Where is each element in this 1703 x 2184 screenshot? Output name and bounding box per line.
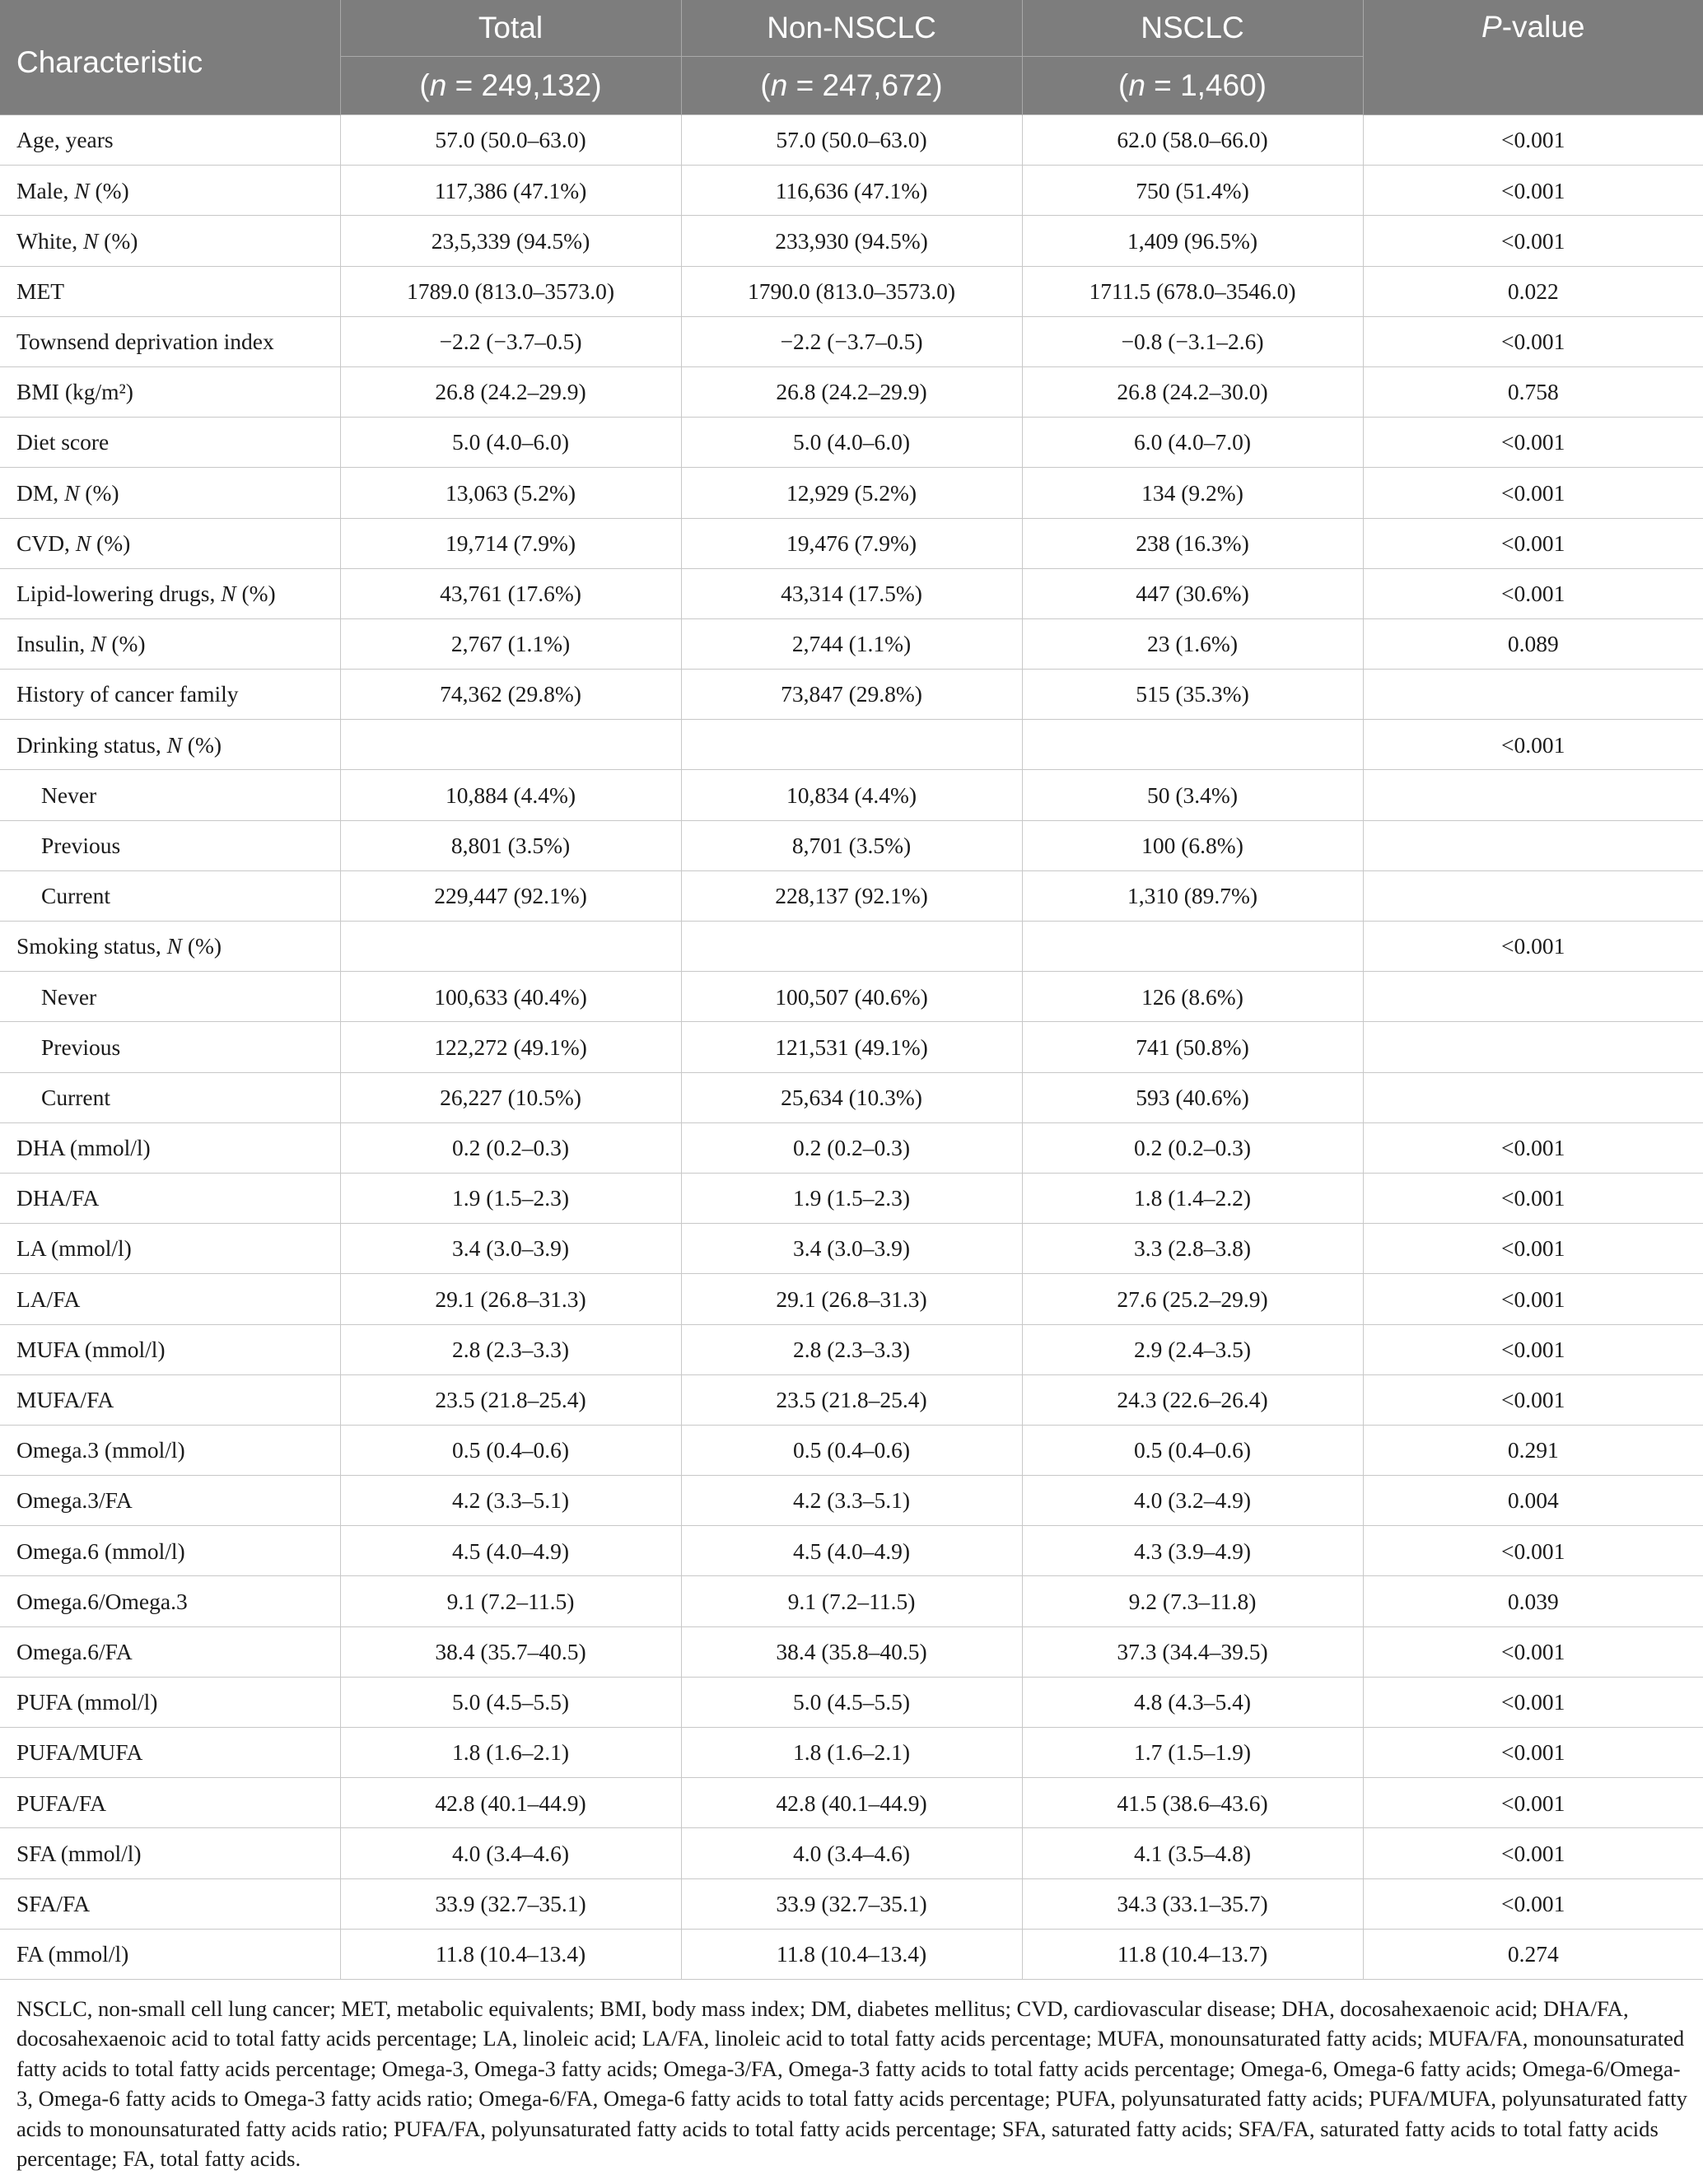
cell-total <box>340 922 681 972</box>
header-total: Total <box>340 0 681 57</box>
cell-non-nsclc: −2.2 (−3.7–0.5) <box>681 316 1022 366</box>
cell-total: 26.8 (24.2–29.9) <box>340 366 681 417</box>
cell-nsclc: 741 (50.8%) <box>1022 1022 1363 1072</box>
cell-p-value <box>1363 670 1703 720</box>
cell-total: 122,272 (49.1%) <box>340 1022 681 1072</box>
table-row <box>0 1274 1703 1324</box>
cell-total: 2.8 (2.3–3.3) <box>340 1324 681 1374</box>
cell-non-nsclc <box>681 720 1022 770</box>
row-label: Previous <box>0 820 340 870</box>
table-row <box>0 1828 1703 1878</box>
cell-p-value: <0.001 <box>1363 1324 1703 1374</box>
row-label: DM, N (%) <box>0 468 340 518</box>
cell-non-nsclc: 12,929 (5.2%) <box>681 468 1022 518</box>
header-non-nsclc-count: (n = 247,672) <box>681 57 1022 115</box>
cell-non-nsclc <box>681 922 1022 972</box>
row-label: History of cancer family <box>0 670 340 720</box>
row-label: CVD, N (%) <box>0 518 340 568</box>
cell-nsclc: 1.7 (1.5–1.9) <box>1022 1728 1363 1778</box>
row-label: White, N (%) <box>0 216 340 266</box>
table-row <box>0 770 1703 820</box>
cell-total: 1.8 (1.6–2.1) <box>340 1728 681 1778</box>
table-row <box>0 1476 1703 1526</box>
cell-nsclc: 0.5 (0.4–0.6) <box>1022 1425 1363 1475</box>
cell-p-value: <0.001 <box>1363 115 1703 166</box>
cell-p-value: <0.001 <box>1363 1778 1703 1828</box>
cell-p-value <box>1363 1022 1703 1072</box>
cell-nsclc: 62.0 (58.0–66.0) <box>1022 115 1363 166</box>
table-row <box>0 1122 1703 1173</box>
table-row <box>0 1022 1703 1072</box>
table-footnote: NSCLC, non-small cell lung cancer; MET, metabolic equivalents; BMI, body mass index; DM, diabetes mellitus; CVD, cardiovascular disease; DHA, docosahexaenoic acid; DHA/FA, docosahexaenoic acid to total fatty acids percentage; LA, linoleic acid; LA/FA, linoleic acid to total fatty acids percentage; MUFA, monounsaturated fatty acids; MUFA/FA, monounsaturated fatty acids to total fatty acids percentage; Omega-3, Omega-3 fatty acids; Omega-3/FA, Omega-3 fatty acids to total fatty acids percentage; Omega-6, Omega-6 fatty acids; Omega-6/Omega-3, Omega-6 fatty acids to Omega-3 fatty acids ratio; Omega-6/FA, Omega-6 fatty acids to total fatty acids percentage; PUFA, polyunsaturated fatty acids; PUFA/MUFA, polyunsaturated fatty acids to monounsaturated fatty acids ratio; PUFA/FA, polyunsaturated fatty acids to total fatty acids percentage; SFA, saturated fatty acids; SFA/FA, saturated fatty acids to total fatty acids percentage; FA, total fatty acids. <box>16 1996 1687 2172</box>
cell-non-nsclc: 0.5 (0.4–0.6) <box>681 1425 1022 1475</box>
cell-nsclc: 0.2 (0.2–0.3) <box>1022 1122 1363 1173</box>
cell-non-nsclc: 2.8 (2.3–3.3) <box>681 1324 1022 1374</box>
cell-non-nsclc: 42.8 (40.1–44.9) <box>681 1778 1022 1828</box>
cell-total: 10,884 (4.4%) <box>340 770 681 820</box>
row-label: MUFA/FA <box>0 1374 340 1425</box>
cell-total: 4.0 (3.4–4.6) <box>340 1828 681 1878</box>
cell-non-nsclc: 23.5 (21.8–25.4) <box>681 1374 1022 1425</box>
row-label: Townsend deprivation index <box>0 316 340 366</box>
cell-non-nsclc: 100,507 (40.6%) <box>681 972 1022 1022</box>
table-row <box>0 922 1703 972</box>
cell-non-nsclc: 1.9 (1.5–2.3) <box>681 1173 1022 1223</box>
table-row <box>0 1224 1703 1274</box>
cell-non-nsclc: 116,636 (47.1%) <box>681 166 1022 216</box>
cell-p-value: <0.001 <box>1363 216 1703 266</box>
cell-p-value: <0.001 <box>1363 568 1703 618</box>
cell-total: 11.8 (10.4–13.4) <box>340 1929 681 1979</box>
row-label: Omega.3/FA <box>0 1476 340 1526</box>
cell-p-value: 0.089 <box>1363 618 1703 669</box>
cell-p-value: 0.274 <box>1363 1929 1703 1979</box>
cell-total: 4.5 (4.0–4.9) <box>340 1526 681 1576</box>
header-p-value <box>1363 0 1703 115</box>
row-label: Omega.3 (mmol/l) <box>0 1425 340 1475</box>
row-label: Current <box>0 1072 340 1122</box>
cell-nsclc: 41.5 (38.6–43.6) <box>1022 1778 1363 1828</box>
row-label: Diet score <box>0 418 340 468</box>
table-row <box>0 1173 1703 1223</box>
table-row <box>0 618 1703 669</box>
cell-non-nsclc: 8,701 (3.5%) <box>681 820 1022 870</box>
row-label: Lipid-lowering drugs, N (%) <box>0 568 340 618</box>
cell-p-value: <0.001 <box>1363 1828 1703 1878</box>
row-label: LA/FA <box>0 1274 340 1324</box>
table-header <box>0 0 1703 115</box>
table-body <box>0 115 1703 1980</box>
cell-non-nsclc: 2,744 (1.1%) <box>681 618 1022 669</box>
cell-nsclc: 2.9 (2.4–3.5) <box>1022 1324 1363 1374</box>
cell-total <box>340 720 681 770</box>
cell-p-value: <0.001 <box>1363 418 1703 468</box>
row-label: FA (mmol/l) <box>0 1929 340 1979</box>
table-row <box>0 1072 1703 1122</box>
cell-total: 117,386 (47.1%) <box>340 166 681 216</box>
cell-non-nsclc: 38.4 (35.8–40.5) <box>681 1626 1022 1677</box>
cell-total: 0.5 (0.4–0.6) <box>340 1425 681 1475</box>
cell-total: 5.0 (4.5–5.5) <box>340 1677 681 1727</box>
cell-nsclc: 24.3 (22.6–26.4) <box>1022 1374 1363 1425</box>
cell-p-value: <0.001 <box>1363 166 1703 216</box>
cell-non-nsclc: 5.0 (4.5–5.5) <box>681 1677 1022 1727</box>
cell-non-nsclc: 33.9 (32.7–35.1) <box>681 1878 1022 1929</box>
cell-non-nsclc: 3.4 (3.0–3.9) <box>681 1224 1022 1274</box>
cell-p-value: 0.758 <box>1363 366 1703 417</box>
cell-p-value: <0.001 <box>1363 1526 1703 1576</box>
table-row <box>0 1526 1703 1576</box>
cell-p-value: <0.001 <box>1363 316 1703 366</box>
cell-non-nsclc: 10,834 (4.4%) <box>681 770 1022 820</box>
row-label: MET <box>0 266 340 316</box>
cell-nsclc: 1.8 (1.4–2.2) <box>1022 1173 1363 1223</box>
cell-nsclc: 27.6 (25.2–29.9) <box>1022 1274 1363 1324</box>
row-label: Drinking status, N (%) <box>0 720 340 770</box>
cell-non-nsclc: 11.8 (10.4–13.4) <box>681 1929 1022 1979</box>
cell-non-nsclc: 26.8 (24.2–29.9) <box>681 366 1022 417</box>
cell-p-value <box>1363 870 1703 921</box>
cell-p-value: <0.001 <box>1363 1626 1703 1677</box>
header-non-nsclc: Non-NSCLC <box>681 0 1022 57</box>
cell-nsclc: 100 (6.8%) <box>1022 820 1363 870</box>
cell-total: 23.5 (21.8–25.4) <box>340 1374 681 1425</box>
row-label: Never <box>0 972 340 1022</box>
cell-non-nsclc: 57.0 (50.0–63.0) <box>681 115 1022 166</box>
table-row <box>0 972 1703 1022</box>
cell-total: 0.2 (0.2–0.3) <box>340 1122 681 1173</box>
cell-total: 229,447 (92.1%) <box>340 870 681 921</box>
row-label: BMI (kg/m²) <box>0 366 340 417</box>
cell-nsclc: 1,310 (89.7%) <box>1022 870 1363 921</box>
cell-p-value: 0.004 <box>1363 1476 1703 1526</box>
cell-non-nsclc: 9.1 (7.2–11.5) <box>681 1576 1022 1626</box>
table-row <box>0 1728 1703 1778</box>
cell-nsclc: 4.0 (3.2–4.9) <box>1022 1476 1363 1526</box>
table-row <box>0 216 1703 266</box>
cell-nsclc: 50 (3.4%) <box>1022 770 1363 820</box>
cell-p-value: <0.001 <box>1363 518 1703 568</box>
header-nsclc-count: (n = 1,460) <box>1022 57 1363 115</box>
cell-non-nsclc: 1.8 (1.6–2.1) <box>681 1728 1022 1778</box>
cell-nsclc: 126 (8.6%) <box>1022 972 1363 1022</box>
cell-non-nsclc: 25,634 (10.3%) <box>681 1072 1022 1122</box>
cell-nsclc: 23 (1.6%) <box>1022 618 1363 669</box>
cell-total: 38.4 (35.7–40.5) <box>340 1626 681 1677</box>
cell-nsclc: 37.3 (34.4–39.5) <box>1022 1626 1363 1677</box>
row-label: Age, years <box>0 115 340 166</box>
table-row <box>0 418 1703 468</box>
cell-total: 29.1 (26.8–31.3) <box>340 1274 681 1324</box>
cell-nsclc <box>1022 922 1363 972</box>
table-row <box>0 266 1703 316</box>
cell-total: 19,714 (7.9%) <box>340 518 681 568</box>
cell-nsclc: 593 (40.6%) <box>1022 1072 1363 1122</box>
cell-non-nsclc: 121,531 (49.1%) <box>681 1022 1022 1072</box>
row-label: Omega.6/FA <box>0 1626 340 1677</box>
row-label: MUFA (mmol/l) <box>0 1324 340 1374</box>
cell-p-value <box>1363 820 1703 870</box>
header-nsclc: NSCLC <box>1022 0 1363 57</box>
cell-nsclc: 4.1 (3.5–4.8) <box>1022 1828 1363 1878</box>
table-row <box>0 1626 1703 1677</box>
cell-p-value: 0.291 <box>1363 1425 1703 1475</box>
table-row <box>0 1324 1703 1374</box>
cell-total: 1789.0 (813.0–3573.0) <box>340 266 681 316</box>
cell-non-nsclc: 73,847 (29.8%) <box>681 670 1022 720</box>
cell-p-value: <0.001 <box>1363 720 1703 770</box>
cell-non-nsclc: 4.2 (3.3–5.1) <box>681 1476 1022 1526</box>
table-row <box>0 166 1703 216</box>
cell-total: 74,362 (29.8%) <box>340 670 681 720</box>
cell-nsclc: 4.8 (4.3–5.4) <box>1022 1677 1363 1727</box>
cell-p-value <box>1363 1072 1703 1122</box>
cell-nsclc <box>1022 720 1363 770</box>
table-row <box>0 870 1703 921</box>
cell-total: 8,801 (3.5%) <box>340 820 681 870</box>
cell-total: 3.4 (3.0–3.9) <box>340 1224 681 1274</box>
cell-total: 1.9 (1.5–2.3) <box>340 1173 681 1223</box>
cell-non-nsclc: 228,137 (92.1%) <box>681 870 1022 921</box>
row-label: SFA/FA <box>0 1878 340 1929</box>
cell-non-nsclc: 43,314 (17.5%) <box>681 568 1022 618</box>
cell-p-value: <0.001 <box>1363 1677 1703 1727</box>
cell-non-nsclc: 19,476 (7.9%) <box>681 518 1022 568</box>
cell-total: 5.0 (4.0–6.0) <box>340 418 681 468</box>
header-total-count: (n = 249,132) <box>340 57 681 115</box>
row-label: Omega.6 (mmol/l) <box>0 1526 340 1576</box>
row-label: SFA (mmol/l) <box>0 1828 340 1878</box>
row-label: PUFA/MUFA <box>0 1728 340 1778</box>
row-label: Male, N (%) <box>0 166 340 216</box>
cell-p-value: <0.001 <box>1363 1374 1703 1425</box>
row-label: Insulin, N (%) <box>0 618 340 669</box>
cell-total: 33.9 (32.7–35.1) <box>340 1878 681 1929</box>
cell-p-value: <0.001 <box>1363 1122 1703 1173</box>
cell-nsclc: 515 (35.3%) <box>1022 670 1363 720</box>
cell-non-nsclc: 5.0 (4.0–6.0) <box>681 418 1022 468</box>
cell-total: 100,633 (40.4%) <box>340 972 681 1022</box>
table-row <box>0 1778 1703 1828</box>
cell-p-value: <0.001 <box>1363 1878 1703 1929</box>
row-label: LA (mmol/l) <box>0 1224 340 1274</box>
cell-nsclc: 1711.5 (678.0–3546.0) <box>1022 266 1363 316</box>
cell-non-nsclc: 0.2 (0.2–0.3) <box>681 1122 1022 1173</box>
table-row <box>0 1374 1703 1425</box>
table-row <box>0 1677 1703 1727</box>
cell-total: 42.8 (40.1–44.9) <box>340 1778 681 1828</box>
header-p-rest: -value <box>1501 10 1585 44</box>
cell-nsclc: 134 (9.2%) <box>1022 468 1363 518</box>
cell-total: 23,5,339 (94.5%) <box>340 216 681 266</box>
cell-p-value <box>1363 770 1703 820</box>
cell-total: 9.1 (7.2–11.5) <box>340 1576 681 1626</box>
cell-non-nsclc: 4.0 (3.4–4.6) <box>681 1828 1022 1878</box>
cell-non-nsclc: 4.5 (4.0–4.9) <box>681 1526 1022 1576</box>
cell-non-nsclc: 1790.0 (813.0–3573.0) <box>681 266 1022 316</box>
cell-nsclc: 11.8 (10.4–13.7) <box>1022 1929 1363 1979</box>
table-row <box>0 316 1703 366</box>
cell-p-value <box>1363 972 1703 1022</box>
table-row <box>0 568 1703 618</box>
cell-total: 4.2 (3.3–5.1) <box>340 1476 681 1526</box>
table-row <box>0 820 1703 870</box>
row-label: Smoking status, N (%) <box>0 922 340 972</box>
cell-p-value: <0.001 <box>1363 1173 1703 1223</box>
cell-p-value: <0.001 <box>1363 468 1703 518</box>
cell-p-value: 0.039 <box>1363 1576 1703 1626</box>
cell-nsclc: 9.2 (7.3–11.8) <box>1022 1576 1363 1626</box>
cell-nsclc: 447 (30.6%) <box>1022 568 1363 618</box>
cell-p-value: <0.001 <box>1363 1224 1703 1274</box>
row-label: PUFA/FA <box>0 1778 340 1828</box>
row-label: DHA (mmol/l) <box>0 1122 340 1173</box>
cell-nsclc: 1,409 (96.5%) <box>1022 216 1363 266</box>
table-row <box>0 518 1703 568</box>
row-label: Current <box>0 870 340 921</box>
table-row <box>0 720 1703 770</box>
cell-nsclc: 34.3 (33.1–35.7) <box>1022 1878 1363 1929</box>
header-p-italic: P <box>1481 10 1502 44</box>
table-row <box>0 1425 1703 1475</box>
row-label: Omega.6/Omega.3 <box>0 1576 340 1626</box>
cell-nsclc: 3.3 (2.8–3.8) <box>1022 1224 1363 1274</box>
table-row <box>0 468 1703 518</box>
table-row <box>0 1929 1703 1979</box>
cell-nsclc: 4.3 (3.9–4.9) <box>1022 1526 1363 1576</box>
cell-total: 13,063 (5.2%) <box>340 468 681 518</box>
cell-nsclc: 238 (16.3%) <box>1022 518 1363 568</box>
row-label: Never <box>0 770 340 820</box>
table-row <box>0 115 1703 166</box>
table-row <box>0 1576 1703 1626</box>
table-row <box>0 1878 1703 1929</box>
cell-nsclc: 750 (51.4%) <box>1022 166 1363 216</box>
cell-total: 2,767 (1.1%) <box>340 618 681 669</box>
cell-total: 26,227 (10.5%) <box>340 1072 681 1122</box>
cell-total: 43,761 (17.6%) <box>340 568 681 618</box>
cell-nsclc: 6.0 (4.0–7.0) <box>1022 418 1363 468</box>
cell-nsclc: 26.8 (24.2–30.0) <box>1022 366 1363 417</box>
table-row <box>0 670 1703 720</box>
cell-total: −2.2 (−3.7–0.5) <box>340 316 681 366</box>
cell-total: 57.0 (50.0–63.0) <box>340 115 681 166</box>
cell-p-value: <0.001 <box>1363 1728 1703 1778</box>
cell-p-value: 0.022 <box>1363 266 1703 316</box>
cell-p-value: <0.001 <box>1363 922 1703 972</box>
row-label: PUFA (mmol/l) <box>0 1677 340 1727</box>
cell-p-value: <0.001 <box>1363 1274 1703 1324</box>
cell-non-nsclc: 29.1 (26.8–31.3) <box>681 1274 1022 1324</box>
header-characteristic: Characteristic <box>0 0 340 115</box>
cell-nsclc: −0.8 (−3.1–2.6) <box>1022 316 1363 366</box>
row-label: Previous <box>0 1022 340 1072</box>
table-row <box>0 366 1703 417</box>
row-label: DHA/FA <box>0 1173 340 1223</box>
cell-non-nsclc: 233,930 (94.5%) <box>681 216 1022 266</box>
